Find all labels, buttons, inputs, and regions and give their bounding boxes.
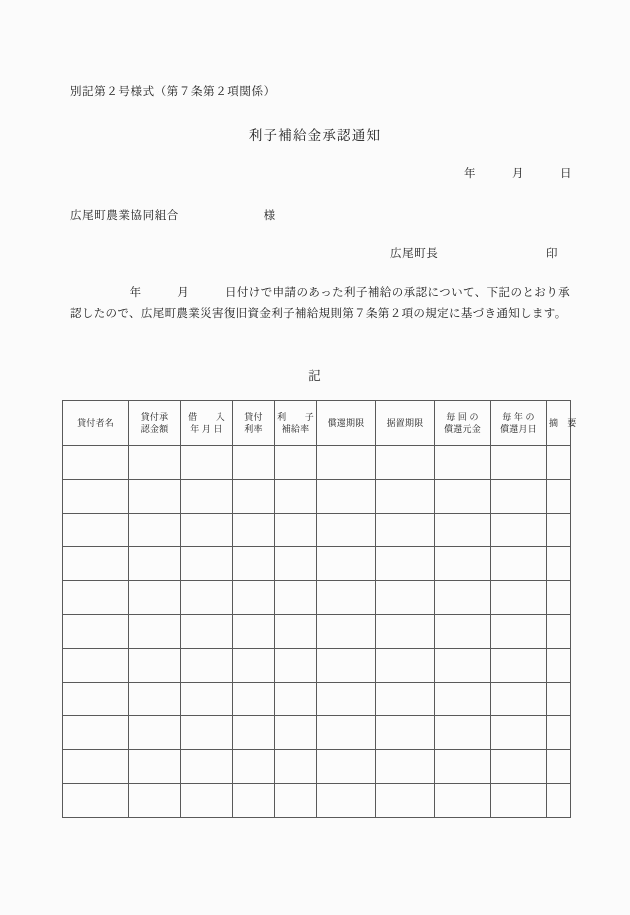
table-cell[interactable]: [376, 750, 435, 784]
table-header-line: 据置期限: [386, 417, 424, 428]
table-cell[interactable]: [275, 682, 317, 716]
table-row: [63, 750, 571, 784]
table-cell[interactable]: [233, 479, 275, 513]
table-cell[interactable]: [435, 716, 491, 750]
table-cell[interactable]: [129, 581, 181, 615]
table-cell[interactable]: [233, 446, 275, 480]
table-header-cell-0: [63, 401, 129, 446]
table-cell[interactable]: [181, 716, 233, 750]
table-cell[interactable]: [435, 581, 491, 615]
table-cell[interactable]: [547, 716, 571, 750]
table-cell[interactable]: [317, 614, 376, 648]
table-row: [63, 513, 571, 547]
table-cell[interactable]: [317, 682, 376, 716]
table-row: [63, 716, 571, 750]
table-header-cell-2: [181, 401, 233, 446]
ledger-table-container: [62, 400, 577, 818]
table-cell[interactable]: [181, 682, 233, 716]
table-row: [63, 682, 571, 716]
table-cell[interactable]: [317, 446, 376, 480]
table-cell[interactable]: [435, 547, 491, 581]
table-header-cell-1: [129, 401, 181, 446]
table-cell[interactable]: [435, 614, 491, 648]
table-header-line: 摘 要: [549, 417, 577, 428]
table-cell[interactable]: [181, 513, 233, 547]
loan-ledger-table: [62, 400, 577, 818]
ki-heading: 記: [308, 369, 322, 383]
table-cell[interactable]: [435, 513, 491, 547]
table-cell[interactable]: [491, 513, 547, 547]
table-cell[interactable]: [181, 547, 233, 581]
addressee-line: 広尾町農業協同組合 様: [70, 210, 276, 222]
table-head: [63, 401, 577, 446]
table-row: [63, 614, 571, 648]
table-cell[interactable]: [435, 446, 491, 480]
table-cell[interactable]: [63, 614, 129, 648]
table-cell[interactable]: [233, 614, 275, 648]
table-cell[interactable]: [317, 479, 376, 513]
table-row: [63, 783, 571, 817]
table-cell[interactable]: [435, 750, 491, 784]
table-header-line: 毎 年 の: [502, 411, 535, 422]
table-cell[interactable]: [233, 783, 275, 817]
table-header-line: 補給率: [281, 424, 310, 434]
table-cell[interactable]: [376, 479, 435, 513]
table-cell[interactable]: [376, 581, 435, 615]
table-header-line: 毎 回 の: [446, 411, 479, 422]
table-cell[interactable]: [63, 479, 129, 513]
table-cell[interactable]: [233, 547, 275, 581]
table-cell[interactable]: [491, 750, 547, 784]
table-cell[interactable]: [63, 682, 129, 716]
table-cell[interactable]: [129, 783, 181, 817]
table-cell[interactable]: [181, 783, 233, 817]
table-row: [63, 648, 571, 682]
table-header-text: [317, 417, 375, 430]
table-cell[interactable]: [275, 648, 317, 682]
table-cell[interactable]: [491, 682, 547, 716]
table-cell[interactable]: [129, 513, 181, 547]
table-cell[interactable]: [129, 446, 181, 480]
table-cell[interactable]: [376, 614, 435, 648]
table-cell[interactable]: [63, 446, 129, 480]
table-cell[interactable]: [376, 783, 435, 817]
table-cell[interactable]: [491, 446, 547, 480]
table-cell[interactable]: [491, 479, 547, 513]
table-row: [63, 479, 571, 513]
table-header-row: [63, 401, 571, 446]
table-cell[interactable]: [275, 716, 317, 750]
table-cell[interactable]: [129, 716, 181, 750]
table-cell[interactable]: [181, 614, 233, 648]
table-cell[interactable]: [435, 648, 491, 682]
table-header-line: 貸付者名: [77, 417, 114, 428]
table-cell[interactable]: [547, 750, 571, 784]
table-cell[interactable]: [63, 783, 129, 817]
table-cell[interactable]: [547, 581, 571, 615]
table-header-text: [63, 417, 128, 430]
table-cell[interactable]: [317, 513, 376, 547]
table-cell[interactable]: [233, 682, 275, 716]
date-fillin-line: 年 月 日: [464, 168, 572, 180]
table-cell[interactable]: [491, 614, 547, 648]
table-cell[interactable]: [317, 648, 376, 682]
table-header-cell-7: [435, 401, 491, 446]
table-cell[interactable]: [129, 547, 181, 581]
table-header-text: [491, 411, 546, 436]
table-body: [63, 446, 571, 818]
table-cell[interactable]: [317, 581, 376, 615]
table-header-line: 貸付: [244, 411, 263, 422]
form-number-label: 別記第２号様式（第７条第２項関係）: [70, 86, 276, 98]
table-header-line: 利 子: [277, 411, 314, 422]
table-cell[interactable]: [547, 648, 571, 682]
document-title: 利子補給金承認通知: [248, 128, 382, 143]
table-cell[interactable]: [275, 783, 317, 817]
table-header-cell-4: [275, 401, 317, 446]
table-cell[interactable]: [275, 513, 317, 547]
table-cell[interactable]: [63, 513, 129, 547]
table-cell[interactable]: [63, 547, 129, 581]
table-header-text: [376, 417, 434, 430]
table-cell[interactable]: [376, 446, 435, 480]
table-header-line: 借 入: [188, 411, 225, 422]
table-cell[interactable]: [547, 547, 571, 581]
table-cell[interactable]: [547, 513, 571, 547]
table-cell[interactable]: [376, 513, 435, 547]
table-cell[interactable]: [547, 479, 571, 513]
table-cell[interactable]: [233, 513, 275, 547]
table-header-text: [129, 411, 180, 436]
issuer-name: 広尾町長: [390, 248, 439, 260]
table-header-text: [233, 411, 274, 436]
table-header-cell-6: [376, 401, 435, 446]
table-cell[interactable]: [547, 614, 571, 648]
table-cell[interactable]: [491, 716, 547, 750]
table-cell[interactable]: [435, 783, 491, 817]
table-cell[interactable]: [233, 750, 275, 784]
table-cell[interactable]: [63, 581, 129, 615]
table-header-line: 貸付承: [140, 411, 169, 422]
table-cell[interactable]: [129, 648, 181, 682]
table-cell[interactable]: [435, 682, 491, 716]
table-cell[interactable]: [233, 716, 275, 750]
table-cell[interactable]: [181, 581, 233, 615]
table-cell[interactable]: [275, 446, 317, 480]
table-cell[interactable]: [129, 682, 181, 716]
table-cell[interactable]: [317, 750, 376, 784]
table-header-line: 認金額: [140, 424, 169, 434]
table-header-cell-5: [317, 401, 376, 446]
table-cell[interactable]: [233, 581, 275, 615]
table-header-line: 利率: [244, 424, 263, 434]
table-cell[interactable]: [317, 547, 376, 581]
table-cell[interactable]: [181, 750, 233, 784]
table-cell[interactable]: [63, 716, 129, 750]
table-header-text: [181, 411, 232, 436]
table-cell[interactable]: [547, 682, 571, 716]
table-cell[interactable]: [491, 648, 547, 682]
table-row: [63, 446, 571, 480]
table-header-text: [435, 411, 490, 436]
table-cell[interactable]: [275, 750, 317, 784]
table-cell[interactable]: [181, 479, 233, 513]
table-row: [63, 547, 571, 581]
table-cell[interactable]: [129, 750, 181, 784]
table-cell[interactable]: [63, 750, 129, 784]
table-cell[interactable]: [376, 648, 435, 682]
table-cell[interactable]: [233, 648, 275, 682]
table-cell[interactable]: [376, 547, 435, 581]
table-cell[interactable]: [275, 581, 317, 615]
table-header-line: 償還月日: [500, 424, 537, 434]
table-header-cell-8: [491, 401, 547, 446]
table-cell[interactable]: [275, 479, 317, 513]
table-header-line: 年 月 日: [190, 424, 223, 434]
table-row: [63, 581, 571, 615]
body-paragraph: 年 月 日付けで申請のあった利子補給の承認について、下記のとおり承認したので、広尾町農業災害復旧資金利子補給規則第７条第２項の規定に基づき通知します。: [70, 287, 570, 320]
table-cell[interactable]: [129, 479, 181, 513]
table-header-line: 償還期限: [327, 417, 365, 428]
table-cell[interactable]: [547, 446, 571, 480]
table-cell[interactable]: [181, 648, 233, 682]
table-header-text: [275, 411, 316, 436]
table-cell[interactable]: [181, 446, 233, 480]
table-cell[interactable]: [63, 648, 129, 682]
table-header-cell-3: [233, 401, 275, 446]
table-cell[interactable]: [275, 547, 317, 581]
table-cell[interactable]: [491, 547, 547, 581]
table-header-line: 償還元金: [444, 424, 481, 434]
table-header-cell-9: [547, 401, 577, 446]
table-cell[interactable]: [435, 479, 491, 513]
seal-mark: 印: [546, 248, 558, 260]
table-cell[interactable]: [129, 614, 181, 648]
table-cell[interactable]: [547, 783, 571, 817]
table-cell[interactable]: [317, 716, 376, 750]
table-cell[interactable]: [376, 716, 435, 750]
table-cell[interactable]: [275, 614, 317, 648]
table-cell[interactable]: [376, 682, 435, 716]
table-cell[interactable]: [317, 783, 376, 817]
table-cell[interactable]: [491, 783, 547, 817]
table-cell[interactable]: [491, 581, 547, 615]
table-header-text: [547, 417, 577, 430]
